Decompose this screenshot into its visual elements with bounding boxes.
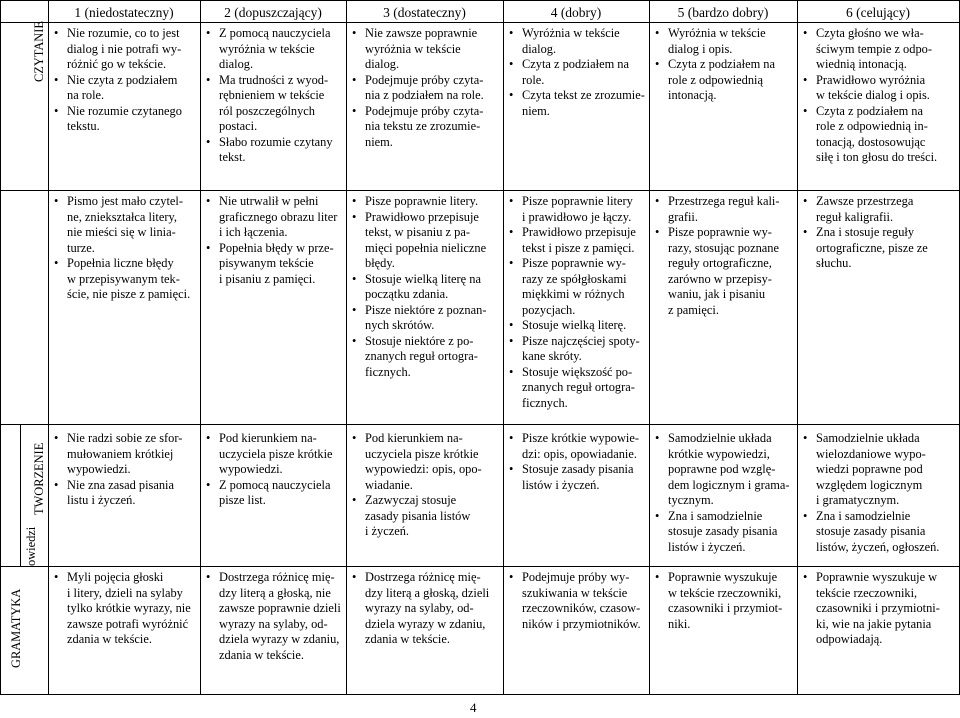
- criteria-cell: [508, 570, 646, 632]
- section-label-wypowiedzi: owiedzi: [24, 526, 38, 566]
- table-column-border: [649, 0, 650, 694]
- criteria-cell: [654, 194, 794, 318]
- criteria-item: • Popełnia liczne błędy w przepisywanym tek- ście, nie pisze z pamięci.: [53, 256, 197, 303]
- table-row-border: [0, 190, 960, 191]
- criteria-cell: [654, 26, 794, 104]
- header-grade-3: 3 (dostateczny): [383, 5, 466, 20]
- page-number: 4: [470, 700, 477, 715]
- criteria-item: • Stosuje niektóre z po- znanych reguł ortogra- ficznych.: [351, 334, 500, 381]
- criteria-list: [508, 26, 646, 119]
- criteria-item: • Poprawnie wyszukuje w tekście rzeczowniki, czasowniki i przymiotni- ki, wie na jakie pytania odpowiadają.: [802, 570, 956, 648]
- criteria-cell: [351, 194, 500, 380]
- criteria-list: [53, 26, 197, 135]
- table-column-border: [346, 0, 347, 694]
- criteria-list: [802, 194, 956, 272]
- criteria-item: • Stosuje zasady pisania listów i życzeń.: [508, 462, 646, 493]
- criteria-item: • Nie rozumie, co to jest dialog i nie potrafi wy- różnić go w tekście.: [53, 26, 197, 73]
- criteria-item: • Prawidłowo wyróżnia w tekście dialog i opis.: [802, 73, 956, 104]
- criteria-cell: [654, 431, 794, 555]
- criteria-item: • Stosuje większość po- znanych reguł ortogra- ficznych.: [508, 365, 646, 412]
- header-grade-5: 5 (bardzo dobry): [677, 5, 769, 20]
- table-row-border: [0, 0, 960, 1]
- criteria-item: • Czyta z podziałem na role z odpowiednią in- tonacją, dostosowując siłę i ton głosu do treści.: [802, 104, 956, 166]
- table-row-border: [0, 694, 960, 695]
- criteria-cell: [205, 194, 343, 287]
- table-column-border: [200, 0, 201, 694]
- criteria-item: • Czyta z podziałem na role.: [508, 57, 646, 88]
- criteria-item: • Myli pojęcia głoski i litery, dzieli na sylaby tylko krótkie wyrazy, nie zawsze potrafi wyróżnić zdania w tekście.: [53, 570, 197, 648]
- header-grade-1: 1 (niedostateczny): [74, 5, 174, 20]
- table-column-border: [48, 0, 49, 694]
- criteria-item: • Podejmuje próby czyta- nia z podziałem na role.: [351, 73, 500, 104]
- criteria-item: • Samodzielnie układa krótkie wypowiedzi, poprawne pod wzglę- dem logicznym i grama- tycznym.: [654, 431, 794, 509]
- criteria-item: • Nie zna zasad pisania listu i życzeń.: [53, 478, 197, 509]
- criteria-cell: [351, 431, 500, 540]
- criteria-item: • Ma trudności z wyod- rębnieniem w tekście ról poszczególnych postaci.: [205, 73, 343, 135]
- criteria-item: • Wyróżnia w tekście dialog i opis.: [654, 26, 794, 57]
- criteria-cell: [508, 26, 646, 119]
- criteria-list: [802, 26, 956, 166]
- criteria-list: [351, 431, 500, 540]
- label-column-divider: [20, 424, 21, 566]
- table-row-border: [0, 424, 960, 425]
- criteria-item: • Podejmuje próby czyta- nia tekstu ze zrozumie- niem.: [351, 104, 500, 151]
- criteria-item: • Popełnia błędy w prze- pisywanym tekście i pisaniu z pamięci.: [205, 241, 343, 288]
- criteria-item: • Poprawnie wyszukuje w tekście rzeczowniki, czasowniki i przymiot- niki.: [654, 570, 794, 632]
- criteria-item: • Pisze poprawnie wy- razy ze spółgłoskami miękkimi w różnych pozycjach.: [508, 256, 646, 318]
- criteria-item: • Pod kierunkiem na- uczyciela pisze krótkie wypowiedzi.: [205, 431, 343, 478]
- criteria-item: • Stosuje wielką literę.: [508, 318, 646, 334]
- criteria-item: • Prawidłowo przepisuje tekst, w pisaniu z pa- mięci popełnia nieliczne błędy.: [351, 210, 500, 272]
- criteria-list: [53, 570, 197, 648]
- criteria-cell: [205, 26, 343, 166]
- criteria-cell: [654, 570, 794, 632]
- header-grade-2: 2 (dopuszczający): [224, 5, 322, 20]
- criteria-cell: [351, 570, 500, 648]
- header-grade-4: 4 (dobry): [550, 5, 602, 20]
- criteria-item: • Pisze poprawnie litery i prawidłowo je łączy.: [508, 194, 646, 225]
- criteria-item: • Z pomocą nauczyciela pisze list.: [205, 478, 343, 509]
- criteria-list: [654, 431, 794, 555]
- criteria-item: • Słabo rozumie czytany tekst.: [205, 135, 343, 166]
- criteria-cell: [351, 26, 500, 150]
- criteria-list: [205, 26, 343, 166]
- criteria-item: • Pod kierunkiem na- uczyciela pisze krótkie wypowiedzi: opis, opo- wiadanie.: [351, 431, 500, 493]
- criteria-list: [205, 570, 343, 663]
- table-row-border: [0, 22, 960, 23]
- criteria-item: • Pisze poprawnie wy- razy, stosując poznane reguły ortograficzne, zarówno w przepisy- waniu, jak i pisaniu z pamięci.: [654, 225, 794, 318]
- criteria-item: • Stosuje wielką literę na początku zdania.: [351, 272, 500, 303]
- criteria-item: • Pisze poprawnie litery.: [351, 194, 500, 210]
- criteria-cell: [508, 431, 646, 493]
- criteria-item: • Pismo jest mało czytel- ne, zniekształca litery, nie mieści się w linia- turze.: [53, 194, 197, 256]
- header-grade-6: 6 (celujący): [845, 5, 911, 20]
- criteria-cell: [802, 431, 956, 555]
- table-column-border: [0, 0, 1, 694]
- criteria-list: [508, 431, 646, 493]
- criteria-list: [654, 194, 794, 318]
- criteria-list: [508, 194, 646, 411]
- criteria-list: [351, 26, 500, 150]
- criteria-item: • Nie radzi sobie ze sfor- mułowaniem krótkiej wypowiedzi.: [53, 431, 197, 478]
- criteria-cell: [205, 431, 343, 509]
- criteria-item: • Dostrzega różnicę mię- dzy literą a głoską, dzieli wyrazy na sylaby, od- dziela wyrazy w zdaniu, zdania w tekście.: [351, 570, 500, 648]
- criteria-item: • Zna i stosuje reguły ortograficzne, pisze ze słuchu.: [802, 225, 956, 272]
- criteria-list: [351, 194, 500, 380]
- criteria-item: • Prawidłowo przepisuje tekst i pisze z pamięci.: [508, 225, 646, 256]
- criteria-list: [654, 26, 794, 104]
- section-label-gramatyka: GRAMATYKA: [9, 588, 23, 668]
- criteria-item: • Samodzielnie układa wielozdaniowe wypo- wiedzi poprawne pod względem logicznym i gramatycznym.: [802, 431, 956, 509]
- criteria-item: • Pisze niektóre z poznan- nych skrótów.: [351, 303, 500, 334]
- criteria-cell: [508, 194, 646, 411]
- criteria-cell: [802, 26, 956, 166]
- criteria-item: • Pisze krótkie wypowie- dzi: opis, opowiadanie.: [508, 431, 646, 462]
- criteria-cell: [802, 194, 956, 272]
- criteria-item: • Zazwyczaj stosuje zasady pisania listów i życzeń.: [351, 493, 500, 540]
- criteria-cell: [802, 570, 956, 648]
- criteria-item: • Dostrzega różnicę mię- dzy literą a głoską, nie zawsze poprawnie dzieli wyrazy na sylaby, od- dziela wyrazy w zdaniu, zdania w tekście.: [205, 570, 343, 663]
- criteria-item: • Zawsze przestrzega reguł kaligrafii.: [802, 194, 956, 225]
- criteria-item: • Nie utrwalił w pełni graficznego obrazu liter i ich łączenia.: [205, 194, 343, 241]
- criteria-list: [351, 570, 500, 648]
- criteria-list: [802, 431, 956, 555]
- criteria-list: [53, 194, 197, 303]
- criteria-item: • Zna i samodzielnie stosuje zasady pisania listów i życzeń.: [654, 509, 794, 556]
- criteria-item: • Pisze najczęściej spoty- kane skróty.: [508, 334, 646, 365]
- criteria-list: [654, 570, 794, 632]
- section-label-czytanie: CZYTANIE: [32, 21, 46, 82]
- criteria-cell: [205, 570, 343, 663]
- criteria-list: [53, 431, 197, 509]
- criteria-list: [205, 431, 343, 509]
- criteria-cell: [53, 26, 197, 135]
- criteria-item: • Przestrzega reguł kali- grafii.: [654, 194, 794, 225]
- criteria-item: • Z pomocą nauczyciela wyróżnia w tekście dialog.: [205, 26, 343, 73]
- table-column-border: [503, 0, 504, 694]
- criteria-item: • Czyta głośno we wła- ściwym tempie z odpo- wiednią intonacją.: [802, 26, 956, 73]
- criteria-item: • Czyta tekst ze zrozumie- niem.: [508, 88, 646, 119]
- criteria-item: • Zna i samodzielnie stosuje zasady pisania listów, życzeń, ogłoszeń.: [802, 509, 956, 556]
- criteria-item: • Wyróżnia w tekście dialog.: [508, 26, 646, 57]
- table-row-border: [0, 566, 960, 567]
- section-label-tworzenie: TWORZENIE: [32, 442, 46, 515]
- criteria-item: • Czyta z podziałem na role z odpowiednią intonacją.: [654, 57, 794, 104]
- criteria-item: • Nie rozumie czytanego tekstu.: [53, 104, 197, 135]
- table-column-border: [797, 0, 798, 694]
- criteria-list: [508, 570, 646, 632]
- criteria-cell: [53, 194, 197, 303]
- criteria-cell: [53, 570, 197, 648]
- criteria-item: • Podejmuje próby wy- szukiwania w tekście rzeczowników, czasow- ników i przymiotników.: [508, 570, 646, 632]
- criteria-list: [802, 570, 956, 648]
- criteria-list: [205, 194, 343, 287]
- criteria-cell: [53, 431, 197, 509]
- criteria-item: • Nie czyta z podziałem na role.: [53, 73, 197, 104]
- criteria-item: • Nie zawsze poprawnie wyróżnia w tekście dialog.: [351, 26, 500, 73]
